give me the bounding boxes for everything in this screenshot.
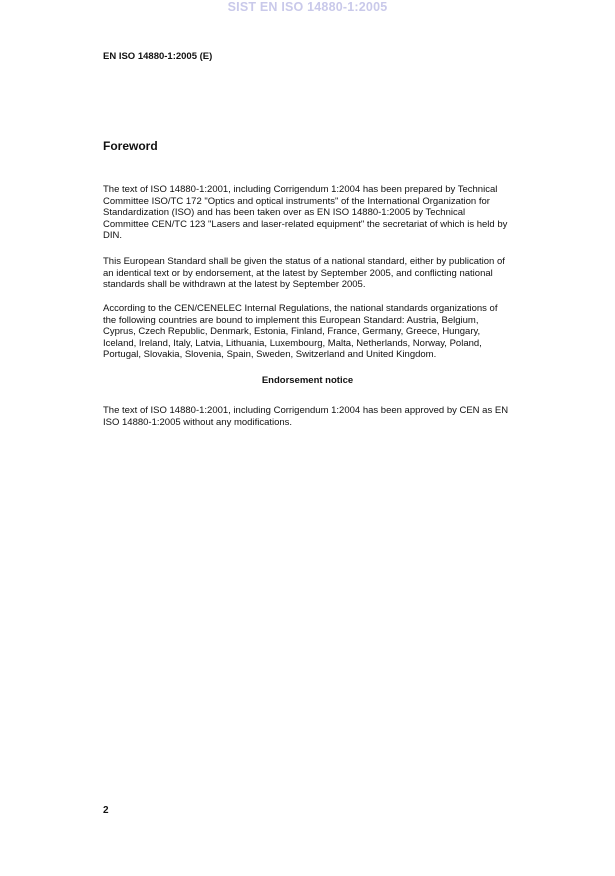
- text-line: Iceland, Ireland, Italy, Latvia, Lithuania, Luxembourg, Malta, Netherlands, Norway, Poland,: [103, 337, 482, 349]
- text-line: ISO 14880-1:2005 without any modifications.: [103, 416, 293, 428]
- paragraph-1: [103, 184, 507, 242]
- text-line: Standardization (ISO) and has been taken over as EN ISO 14880-1:2005 by Technical: [103, 207, 466, 219]
- text-line: standards shall be withdrawn at the latest by September 2005.: [103, 279, 366, 291]
- text-line: Committee CEN/TC 123 "Lasers and laser-related equipment" the secretariat of which is held by: [103, 218, 508, 230]
- paragraph-3: [103, 303, 497, 361]
- paragraph-2: [103, 256, 505, 291]
- page-number: 2: [103, 805, 109, 816]
- running-header: EN ISO 14880-1:2005 (E): [103, 51, 213, 62]
- endorsement-heading: Endorsement notice: [261, 375, 354, 386]
- text-line: Cyprus, Czech Republic, Denmark, Estonia, Finland, France, Germany, Greece, Hungary,: [103, 326, 481, 338]
- text-line: According to the CEN/CENELEC Internal Regulations, the national standards organizations of: [103, 303, 498, 314]
- text-line: The text of ISO 14880-1:2001, including Corrigendum 1:2004 has been prepared by Technical: [103, 184, 498, 195]
- endorsement-paragraph: [103, 405, 508, 428]
- text-line: Portugal, Slovakia, Slovenia, Spain, Sweden, Switzerland and United Kingdom.: [103, 349, 437, 361]
- text-line: This European Standard shall be given the status of a national standard, either by publication of: [103, 256, 505, 267]
- text-line: the following countries are bound to implement this European Standard: Austria, Belgium,: [103, 314, 479, 326]
- watermark: SIST EN ISO 14880-1:2005: [227, 0, 388, 14]
- text-line: DIN.: [103, 230, 122, 242]
- section-heading: Foreword: [103, 139, 158, 153]
- text-line: an identical text or by endorsement, at the latest by September 2005, and conflicting national: [103, 267, 493, 279]
- text-line: The text of ISO 14880-1:2001, including Corrigendum 1:2004 has been approved by CEN as EN: [103, 405, 509, 416]
- text-line: Committee ISO/TC 172 "Optics and optical instruments" of the International Organization for: [103, 195, 490, 207]
